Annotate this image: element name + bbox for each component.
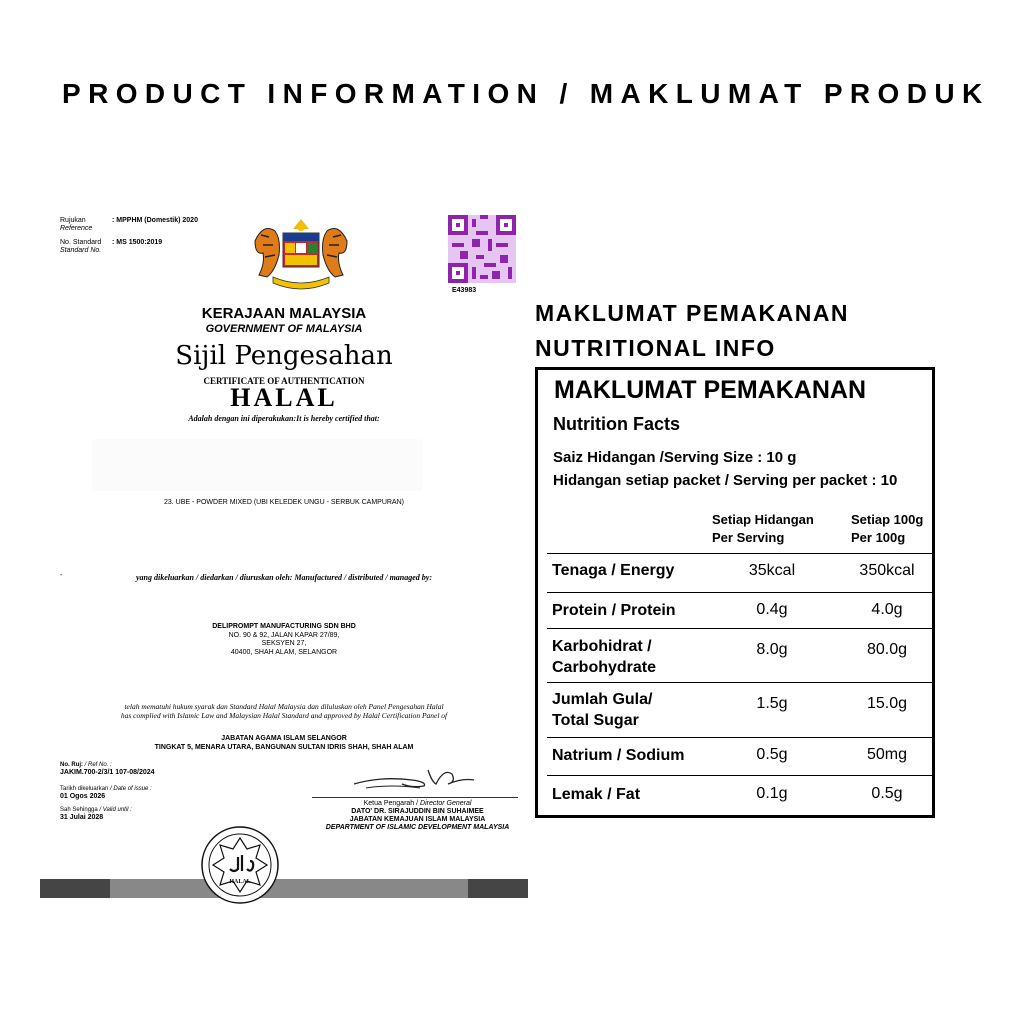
per-serving-value: 0.4g	[756, 601, 788, 618]
column-header-per-serving	[712, 511, 814, 547]
company-address-line: NO. 90 & 92, JALAN KAPAR 27/89,	[228, 631, 340, 639]
column-header-ms: Setiap Hidangan	[712, 512, 814, 527]
nutrient-row-energy	[547, 553, 935, 593]
issuing-authority	[40, 735, 528, 752]
certified-product: 23. UBE - POWDER MIXED (UBI KELEDEK UNGU - SERBUK CAMPURAN)	[164, 499, 404, 506]
nutrient-row-fat	[547, 775, 935, 816]
certificate-title-ms: Sijil Pengesahan	[175, 341, 393, 371]
director-department-ms: JABATAN KEMAJUAN ISLAM MALAYSIA	[349, 816, 486, 823]
servings-per-packet: Hidangan setiap packet / Serving per packet : 10	[553, 472, 898, 489]
director-department-en: DEPARTMENT OF ISLAMIC DEVELOPMENT MALAYSIA	[325, 824, 510, 831]
compliance-statement	[40, 702, 528, 720]
valid-until-block	[60, 806, 132, 822]
malaysia-coat-of-arms-icon	[245, 215, 357, 295]
signature-icon	[352, 762, 482, 794]
nutrition-facts-panel	[535, 367, 935, 818]
nutrition-box-title: MAKLUMAT PEMAKANAN	[554, 376, 866, 404]
certificate-footer-bar	[40, 879, 528, 898]
issue-date-label: Tarikh dikeluarkan / Date of issue :	[60, 786, 152, 792]
column-header-ms: Setiap 100g	[851, 512, 924, 527]
column-header-per-100g	[851, 511, 923, 547]
standard-row	[60, 239, 162, 255]
per-100g-value: 15.0g	[866, 695, 908, 712]
per-100g-value: 50mg	[866, 746, 908, 763]
nutrition-heading-ms: MAKLUMAT PEMAKANAN	[535, 300, 850, 326]
nutrient-row-protein	[547, 592, 935, 629]
authority-name: JABATAN AGAMA ISLAM SELANGOR	[221, 735, 347, 742]
ref-no-label: No. Ruj: / Ref No. :	[60, 762, 112, 768]
company-details	[40, 623, 528, 657]
serving-size: Saiz Hidangan /Serving Size : 10 g	[553, 449, 797, 466]
nutrient-name: Natrium / Sodium	[552, 747, 685, 764]
nutrient-name: Tenaga / Energy	[552, 562, 675, 579]
standard-value: : MS 1500:2019	[112, 239, 163, 246]
redacted-area	[92, 439, 422, 491]
column-header-en: Per 100g	[851, 530, 906, 545]
certificate-title-en: CERTIFICATE OF AUTHENTICATION	[203, 376, 365, 386]
government-title-en: GOVERNMENT OF MALAYSIA	[205, 323, 363, 335]
company-address-line: SEKSYEN 27,	[261, 640, 307, 647]
company-address-line: 40400, SHAH ALAM, SELANGOR	[230, 648, 338, 656]
per-serving-value: 0.1g	[756, 785, 788, 802]
page-title: PRODUCT INFORMATION / MAKLUMAT PRODUK	[62, 78, 990, 109]
dash-mark: -	[60, 572, 63, 579]
per-100g-value: 4.0g	[871, 601, 903, 618]
per-serving-value: 8.0g	[756, 641, 788, 658]
certify-statement: Adalah dengan ini diperakukan:It is hereby certified that:	[188, 414, 380, 423]
nutrient-name: Karbohidrat / Carbohydrate	[552, 638, 657, 676]
managed-by-statement: yang dikeluarkan / diedarkan / diuruskan oleh: Manufactured / distributed / managed by:	[135, 573, 433, 582]
standard-label: No. Standard Standard No.	[60, 239, 102, 254]
column-header-en: Per Serving	[712, 530, 785, 545]
reference-label: Rujukan Reference	[60, 217, 93, 232]
per-serving-value: 1.5g	[756, 695, 788, 712]
nutrition-heading-en: NUTRITIONAL INFO	[535, 335, 776, 361]
per-100g-value: 80.0g	[866, 641, 908, 658]
director-label: Ketua Pengarah / Director General	[363, 800, 472, 807]
ref-no-value: JAKIM.700-2/3/1 107-08/2024	[60, 769, 155, 776]
per-serving-value: 0.5g	[756, 746, 788, 763]
per-100g-value: 350kcal	[859, 562, 915, 579]
director-block	[305, 800, 530, 832]
nutrient-name: Lemak / Fat	[552, 786, 641, 803]
nutrient-name: Jumlah Gula/ Total Sugar	[552, 691, 653, 729]
issue-date-block	[60, 785, 152, 801]
halal-certificate	[40, 205, 528, 900]
qr-code-id: E43983	[452, 287, 477, 294]
reference-value: : MPPHM (Domestik) 2020	[112, 217, 198, 224]
nutrient-row-total-sugar	[547, 682, 935, 738]
svg-text:HALAL: HALAL	[229, 879, 251, 885]
nutrient-row-sodium	[547, 737, 935, 776]
signature-line	[312, 797, 518, 798]
valid-until-value: 31 Julai 2028	[60, 814, 104, 821]
company-name: DELIPROMPT MANUFACTURING SDN BHD	[212, 623, 356, 630]
halal-heading: HALAL	[230, 383, 338, 412]
authority-address: TINGKAT 5, MENARA UTARA, BANGUNAN SULTAN IDRIS SHAH, SHAH ALAM	[154, 743, 414, 751]
nutrition-box-subtitle: Nutrition Facts	[553, 414, 681, 434]
jakim-halal-logo-icon	[200, 825, 280, 905]
nutrient-row-carbohydrate	[547, 628, 935, 683]
compliance-en: has complied with Islamic Law and Malaysian Halal Standard and approved by Halal Certification Panel of	[120, 711, 448, 720]
qr-code-icon	[448, 215, 516, 283]
director-name: DATO' DR. SIRAJUDDIN BIN SUHAIMEE	[351, 808, 484, 815]
government-title-ms: KERAJAAN MALAYSIA	[201, 305, 367, 322]
reference-row	[60, 217, 198, 233]
nutrient-name: Protein / Protein	[552, 602, 676, 619]
per-100g-value: 0.5g	[871, 785, 903, 802]
per-serving-value: 35kcal	[748, 562, 796, 579]
valid-until-label: Sah Sehingga / Valid until :	[60, 807, 132, 813]
issue-date-value: 01 Ogos 2026	[60, 793, 106, 800]
reference-number-block	[60, 761, 155, 777]
compliance-ms: telah mematuhi hukum syarak dan Standard Halal Malaysia dan diluluskan oleh Panel Pengesahan Halal	[124, 702, 444, 711]
